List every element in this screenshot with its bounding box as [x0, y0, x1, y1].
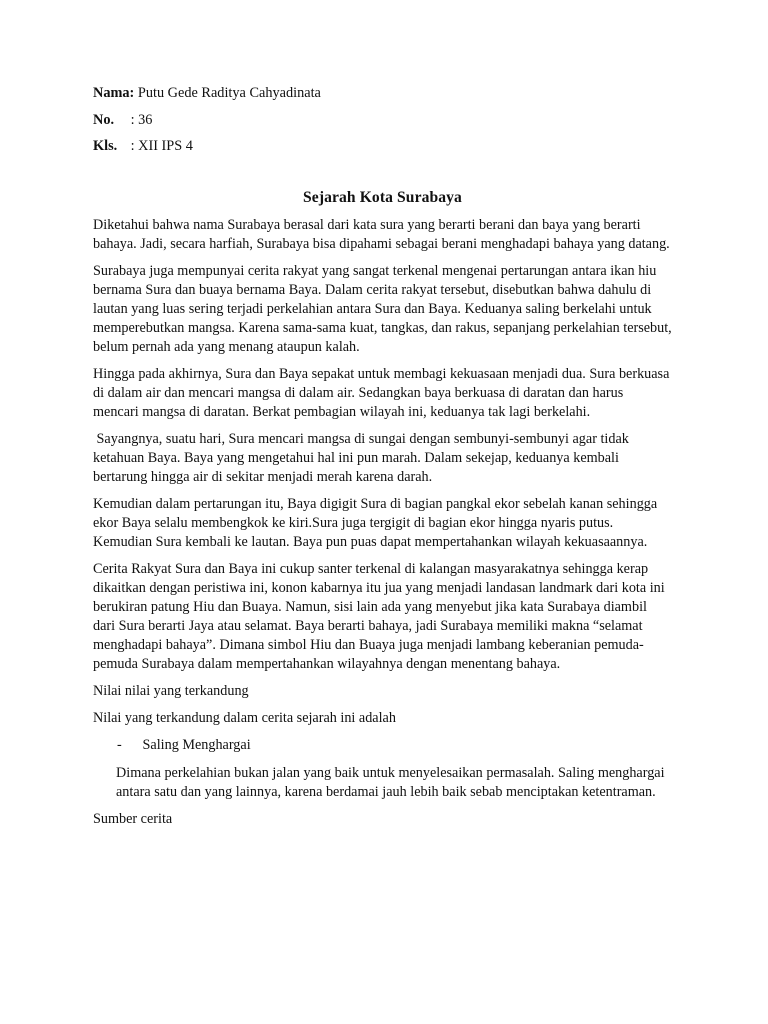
name-value: Putu Gede Raditya Cahyadinata [137, 85, 321, 101]
student-name-line [93, 84, 672, 103]
values-intro: Nilai yang terkandung dalam cerita sejarah ini adalah [93, 710, 396, 726]
paragraph-6: Cerita Rakyat Sura dan Baya ini cukup santer terkenal di kalangan masyarakatnya sehingga kerap dikaitkan dengan peristiwa ini, konon kabarnya itu jua yang menjadi landasan landmark dari kota ini berukiran patung Hiu dan Buaya. Namun, sisi lain ada yang menyebut jika kata Surabaya diambil dari Sura berarti Jaya atau selamat. Baya berarti bahaya, jadi Surabaya memiliki makna “selamat menghadapi bahaya”. Dimana simbol Hiu dan Buaya juga menjadi lambang keberanian pemuda-pemuda Surabaya dalam mempertahankan wilayahnya dengan menentang bahaya. [93, 561, 665, 672]
paragraph-5: Kemudian dalam pertarungan itu, Baya digigit Sura di bagian pangkal ekor sebelah kanan sehingga ekor Baya selalu membengkok ke kiri.Sura juga tergigit di bagian ekor hingga nyaris putus. Kemudian Sura kembali ke lautan. Baya pun puas dapat mempertahankan wilayah kekuasaannya. [93, 496, 658, 550]
list-item-saling-menghargai [117, 736, 672, 755]
class-value: : XII IPS 4 [130, 138, 193, 154]
list-item-label: Saling Menghargai [142, 737, 251, 753]
list-bullet-dash: - [117, 737, 122, 753]
student-number-line [93, 111, 672, 130]
class-label: Kls. [93, 138, 118, 154]
paragraph-1: Diketahui bahwa nama Surabaya berasal dari kata sura yang berarti berani dan baya yang berarti bahaya. Jadi, secara harfiah, Surabaya bisa dipahami sebagai berani menghadapi bahaya yang datang. [93, 217, 670, 252]
paragraph-2: Surabaya juga mempunyai cerita rakyat yang sangat terkenal mengenai pertarungan antara ikan hiu bernama Sura dan buaya bernama Baya. Dalam cerita rakyat tersebut, disebutkan bahwa dahulu di lautan yang luas sering terjadi perkelahian antara Sura dan Baya. Keduanya saling berkelahi untuk memperebutkan mangsa. Karena sama-sama kuat, tangkas, dan rakus, sepanjang perkelahian tersebut, belum pernah ada yang menang ataupun kalah. [93, 263, 672, 355]
source-heading: Sumber cerita [93, 811, 173, 827]
list-item-description: Dimana perkelahian bukan jalan yang baik untuk menyelesaikan permasalah. Saling menghargai antara satu dan yang lainnya, karena berdamai jauh lebih baik sebab menciptakan ketentraman. [116, 765, 665, 800]
name-label: Nama: [93, 85, 135, 101]
number-label: No. [93, 111, 115, 128]
student-class-line [93, 137, 672, 156]
paragraph-3: Hingga pada akhirnya, Sura dan Baya sepakat untuk membagi kekuasaan menjadi dua. Sura berkuasa di dalam air dan mencari mangsa di dalam air. Sedangkan baya berkuasa di daratan dan harus mencari mangsa di daratan. Berkat pembagian wilayah ini, keduanya tak lagi berkelahi. [93, 366, 670, 420]
document-title: Sejarah Kota Surabaya [303, 189, 462, 206]
values-heading: Nilai nilai yang terkandung [93, 683, 249, 699]
number-value: : 36 [130, 111, 153, 128]
paragraph-4: Sayangnya, suatu hari, Sura mencari mangsa di sungai dengan sembunyi-sembunyi agar tidak ketahuan Baya. Baya yang mengetahui hal ini pun marah. Dalam sekejap, keduanya kembali bertarung hingga air di sekitar menjadi merah karena darah. [93, 431, 633, 485]
